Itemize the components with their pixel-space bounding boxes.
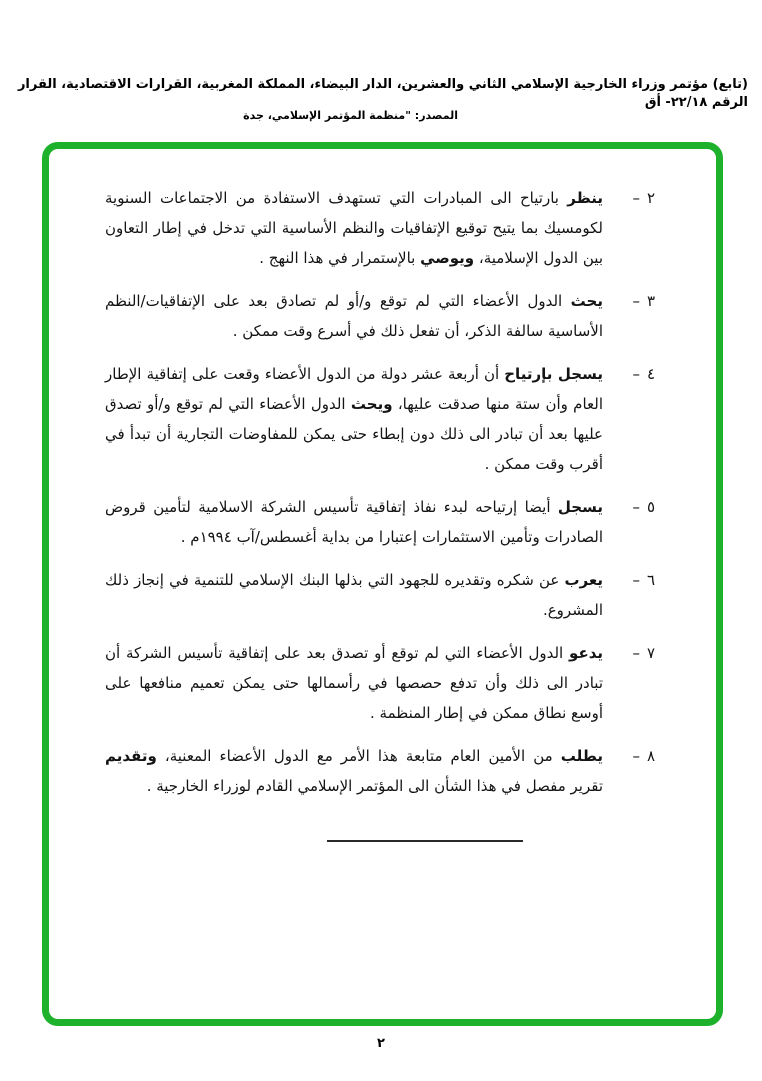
document-header-title: (تابع) مؤتمر وزراء الخارجية الإسلامي الثاني والعشرين، الدار البيضاء، المملكة المغربية، القرارات الاقتصادية، القرار الرقم ٢٢/١٨- أق bbox=[17, 77, 748, 110]
item-number-value: ٣ bbox=[646, 292, 655, 310]
item-number-separator: – bbox=[632, 189, 640, 207]
section-divider bbox=[327, 840, 523, 842]
item-text bbox=[105, 189, 603, 267]
document-source-line: المصدر: "منظمة المؤتمر الإسلامي، جدة bbox=[243, 109, 458, 122]
text-segment: ويحث bbox=[350, 395, 393, 413]
text-segment: بالإستمرار في هذا النهج . bbox=[259, 249, 421, 267]
text-segment: الدول الأعضاء التي لم توقع و/أو تصدق عليها بعد أن تبادر الى ذلك دون إبطاء حتى يمكن للمفاوضات التجارية أن تبدأ في أقرب وقت ممكن . bbox=[105, 395, 603, 473]
text-segment: وتقديم bbox=[105, 747, 157, 765]
list-item bbox=[105, 638, 655, 728]
resolution-panel bbox=[42, 142, 723, 1026]
item-number bbox=[632, 492, 655, 522]
text-segment: ينظر bbox=[567, 189, 603, 207]
item-text bbox=[105, 644, 603, 722]
list-item bbox=[105, 565, 655, 625]
list-item bbox=[105, 359, 655, 479]
text-segment: ويوصي bbox=[420, 249, 475, 267]
item-text bbox=[105, 292, 603, 340]
text-segment: من الأمين العام متابعة هذا الأمر مع الدول الأعضاء المعنية، bbox=[156, 747, 561, 765]
item-number bbox=[632, 286, 655, 316]
text-segment: يطلب bbox=[560, 747, 603, 765]
text-segment: عن شكره وتقديره للجهود التي بذلها البنك الإسلامي للتنمية في إنجاز ذلك المشروع. bbox=[105, 571, 603, 619]
item-number bbox=[632, 638, 655, 668]
item-number-separator: – bbox=[632, 644, 640, 662]
item-number-separator: – bbox=[632, 747, 640, 765]
item-number-value: ٦ bbox=[646, 571, 655, 589]
text-segment: الدول الأعضاء التي لم توقع و/أو لم تصادق بعد على الإتفاقيات/النظم الأساسية سالفة الذكر، أن تفعل ذلك في أسرع وقت ممكن . bbox=[105, 292, 603, 340]
list-item bbox=[105, 286, 655, 346]
item-text bbox=[105, 365, 603, 473]
item-number-value: ٤ bbox=[646, 365, 655, 383]
text-segment: تقرير مفصل في هذا الشأن الى المؤتمر الإسلامي القادم لوزراء الخارجية . bbox=[146, 777, 603, 795]
list-item bbox=[105, 492, 655, 552]
text-segment: يسجل بإرتياح bbox=[504, 365, 603, 383]
text-segment: يعرب bbox=[564, 571, 603, 589]
item-number-separator: – bbox=[632, 571, 640, 589]
text-segment: يدعو bbox=[569, 644, 603, 662]
item-number bbox=[632, 565, 655, 595]
item-number-value: ٨ bbox=[646, 747, 655, 765]
item-text bbox=[105, 498, 603, 546]
list-item bbox=[105, 741, 655, 801]
item-text bbox=[105, 571, 603, 619]
page-number: ٢ bbox=[377, 1036, 385, 1051]
item-number-value: ٥ bbox=[646, 498, 655, 516]
text-segment: يسجل bbox=[557, 498, 603, 516]
text-segment: الدول الأعضاء التي لم توقع أو تصدق بعد على إتفاقية تأسيس الشركة أن تبادر الى ذلك وأن تدفع حصصها في رأسمالها حتى يمكن تعميم منافعها على أوسع نطاق ممكن في إطار المنظمة . bbox=[105, 644, 603, 722]
item-number-value: ٢ bbox=[646, 189, 655, 207]
item-number bbox=[632, 183, 655, 213]
resolution-list bbox=[105, 183, 655, 814]
text-segment: بارتياح الى المبادرات التي تستهدف الاستفادة من الاجتماعات السنوية لكومسيك بما يتيح توقيع الإتفاقيات والنظم الأساسية التي تدخل في إطار التعاون بين الدول الإسلامية، bbox=[105, 189, 603, 267]
item-number-separator: – bbox=[632, 498, 640, 516]
item-number-separator: – bbox=[632, 365, 640, 383]
text-segment: يحث bbox=[570, 292, 603, 310]
text-segment: أيضا إرتياحه لبدء نفاذ إتفاقية تأسيس الشركة الاسلامية لتأمين قروض الصادرات وتأمين الاستثمارات إعتبارا من بداية أغسطس/آب ١٩٩٤م . bbox=[105, 498, 603, 546]
item-number bbox=[632, 741, 655, 771]
item-text bbox=[105, 747, 603, 795]
list-item bbox=[105, 183, 655, 273]
text-segment: أن أربعة عشر دولة من الدول الأعضاء وقعت على إتفاقية الإطار العام وأن ستة منها صدقت عليها، bbox=[105, 365, 604, 413]
item-number bbox=[632, 359, 655, 389]
item-number-value: ٧ bbox=[646, 644, 655, 662]
item-number-separator: – bbox=[632, 292, 640, 310]
